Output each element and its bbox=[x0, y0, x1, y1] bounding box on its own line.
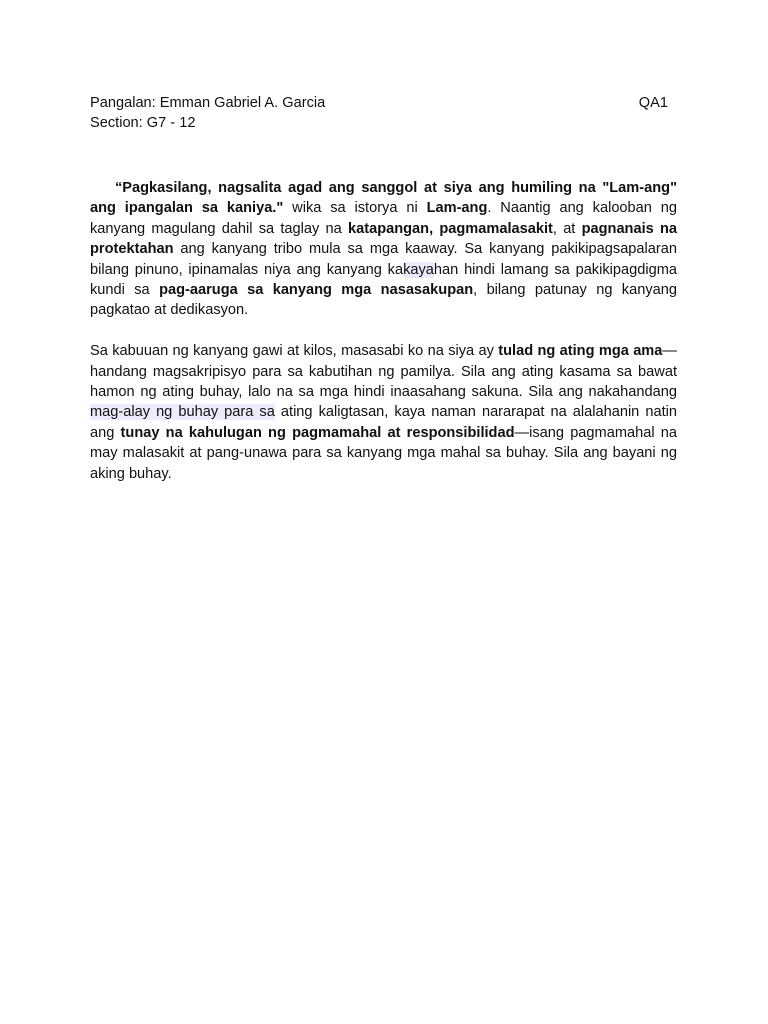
highlighted-text: mag-alay ng buhay para sa bbox=[90, 404, 275, 421]
bold-phrase: pag-aaruga sa kanyang mga nasasakupan bbox=[159, 282, 474, 299]
essay-body bbox=[90, 178, 677, 484]
text-span: . Naantig ang kalooban ng kanyang magulang dahil sa taglay na bbox=[90, 200, 677, 237]
bold-traits: katapangan, pagmamalasakit bbox=[347, 220, 553, 237]
text-span: ating kaligtasan, kaya naman nararapat na alalahanin natin ang bbox=[90, 404, 677, 441]
text-span: —isang pagmamahal na may malasakit at pang-unawa para sa kanyang mga mahal sa buhay. Sila ang bayani ng aking buhay. bbox=[90, 424, 677, 482]
text-span: Sa kabuuan ng kanyang gawi at kilos, masasabi ko na siya ay bbox=[90, 343, 499, 360]
text-span: han hindi lamang sa pakikipagdigma kundi sa bbox=[90, 261, 677, 299]
section-line: Section: G7 - 12 bbox=[90, 115, 196, 131]
text-span: ang kanyang tribo mula sa mga kaaway. Sa kanyang pakikipagsapalaran bilang pinuno, ipinamalas niya ang kanyang ka bbox=[90, 241, 677, 278]
bold-phrase: tunay na kahulugan ng pagmamahal at responsibilidad bbox=[120, 424, 515, 441]
text-span: , bilang patunay ng kanyang pagkatao at dedikasyon. bbox=[90, 282, 677, 319]
code-label: QA1 bbox=[638, 95, 668, 111]
bold-phrase: pagnanais na protektahan bbox=[90, 220, 677, 258]
highlighted-text: kaya bbox=[403, 261, 434, 278]
bold-name: Lam-ang bbox=[426, 200, 488, 217]
text-span: , at bbox=[552, 220, 582, 237]
bold-phrase: tulad ng ating mga ama bbox=[498, 343, 663, 360]
name-line: Pangalan: Emman Gabriel A. Garcia bbox=[90, 95, 326, 111]
text-span: wika sa istorya ni bbox=[283, 200, 427, 217]
paragraph-2 bbox=[90, 341, 677, 484]
document-header bbox=[90, 93, 668, 133]
text-span: —handang magsakripisyo para sa kabutihan ng pamilya. Sila ang ating kasama sa bawat hamon ng ating buhay, lalo na sa mga hindi inaasahang sakuna. Sila ang nakahandang bbox=[90, 343, 677, 401]
paragraph-1 bbox=[90, 178, 677, 321]
opening-quote: “Pagkasilang, nagsalita agad ang sanggol at siya ang humiling na "Lam-ang" ang ipangalan sa kaniya." bbox=[90, 180, 677, 217]
